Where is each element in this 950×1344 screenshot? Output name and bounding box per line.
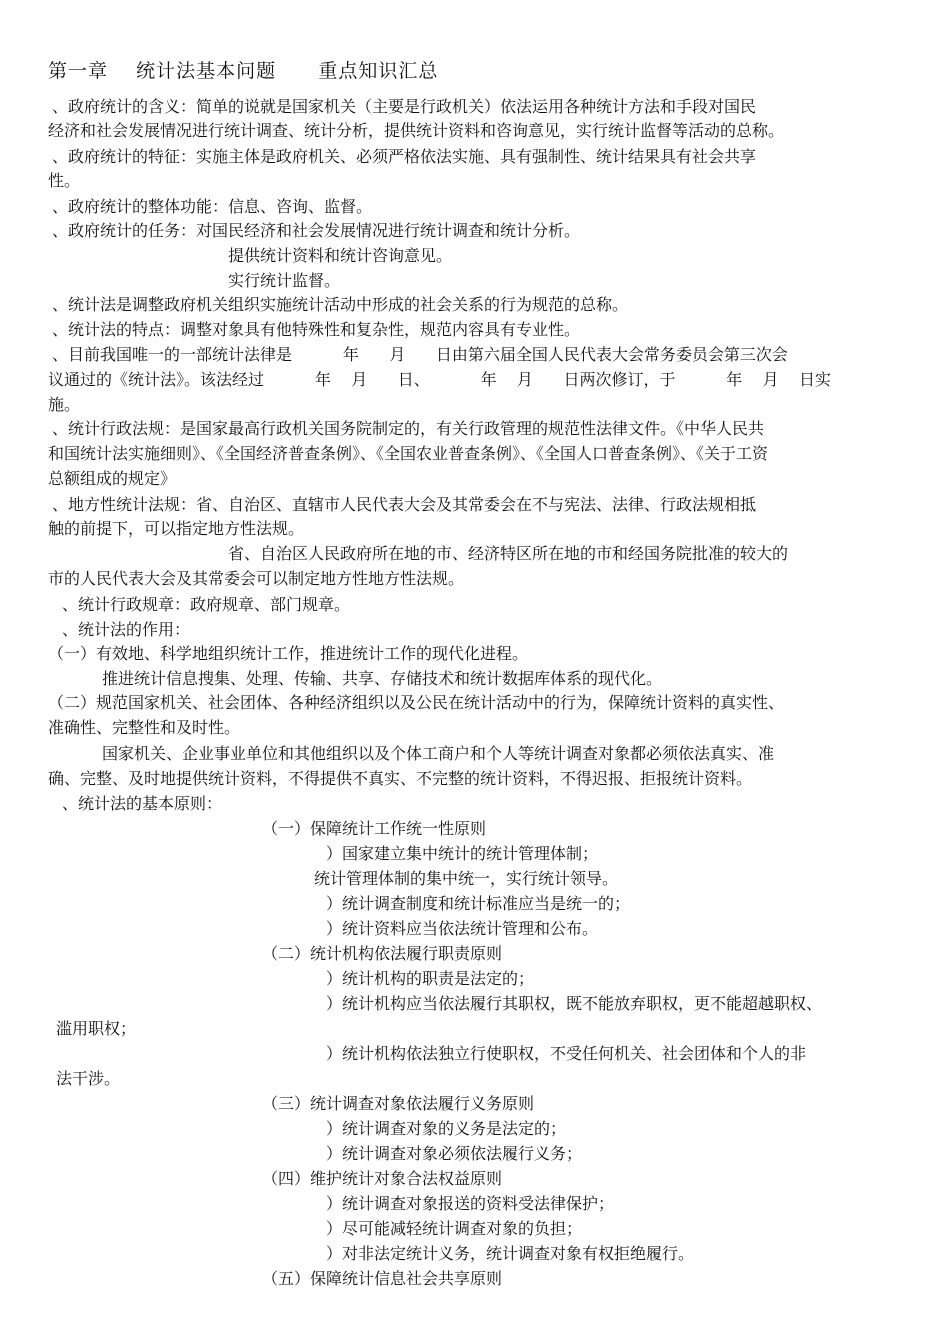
text-line: 触的前提下，可以指定地方性法规。 [48, 519, 305, 538]
text-line: ）国家建立集中统计的统计管理体制； [326, 844, 599, 863]
text-line: 、统计行政规章：政府规章、部门规章。 [62, 595, 351, 614]
text-line: 法干涉。 [56, 1069, 121, 1088]
text-line: 实行统计监督。 [228, 271, 341, 290]
text-line: 、统计法的基本原则： [62, 794, 223, 813]
text-line: ）统计机构应当依法履行其职权，既不能放弃职权，更不能超越职权、 [326, 994, 823, 1013]
text-line: 推进统计信息搜集、处理、传输、共享、存储技术和统计数据库体系的现代化。 [102, 669, 663, 688]
text-line: 、统计法是调整政府机关组织实施统计活动中形成的社会关系的行为规范的总称。 [52, 295, 629, 314]
text-line: 施。 [48, 395, 81, 414]
text-line: 省、自治区人民政府所在地的市、经济特区所在地的市和经国务院批准的较大的 [228, 544, 789, 563]
text-line: 性。 [48, 171, 81, 190]
text-line: （三）统计调查对象依法履行义务原则 [262, 1094, 535, 1113]
text-line: 和国统计法实施细则》、《全国经济普查条例》、《全国农业普查条例》、《全国人口普查条例》、《关于工资 [48, 444, 769, 463]
text-line: 、政府统计的含义：简单的说就是国家机关（主要是行政机关）依法运用各种统计方法和手段对国民 [52, 97, 757, 116]
text-line: 、政府统计的特征：实施主体是政府机关、必须严格依法实施、具有强制性、统计结果具有社会共享 [52, 147, 757, 166]
text-line: （四）维护统计对象合法权益原则 [262, 1169, 503, 1188]
text-line: 、政府统计的任务：对国民经济和社会发展情况进行统计调查和统计分析。 [52, 221, 581, 240]
text-line: 确、完整、及时地提供统计资料，不得提供不真实、不完整的统计资料，不得迟报、拒报统计资料。 [48, 769, 753, 788]
chapter-title: 第一章 统计法基本问题 重点知识汇总 [48, 60, 439, 82]
text-line: ）统计机构的职责是法定的； [326, 969, 535, 988]
text-line: ）统计调查对象必须依法履行义务； [326, 1144, 583, 1163]
text-line: （二）统计机构依法履行职责原则 [262, 944, 503, 963]
text-line: ）统计调查对象的义务是法定的； [326, 1119, 567, 1138]
text-line: ）统计资料应当依法统计管理和公布。 [326, 919, 599, 938]
text-line: 国家机关、企业事业单位和其他组织以及个体工商户和个人等统计调查对象都必须依法真实、准 [102, 744, 775, 763]
text-line: 市的人民代表大会及其常委会可以制定地方性地方性法规。 [48, 569, 465, 588]
text-line: 准确性、完整性和及时性。 [48, 718, 241, 737]
text-line: 、目前我国唯一的一部统计法律是 年 月 日由第六届全国人民代表大会常务委员会第三次会 [52, 345, 788, 364]
text-line: ）尽可能减轻统计调查对象的负担； [326, 1219, 583, 1238]
text-line: 、统计法的作用： [62, 620, 191, 639]
text-line: 经济和社会发展情况进行统计调查、统计分析，提供统计资料和咨询意见，实行统计监督等活动的总称。 [48, 121, 785, 140]
text-line: 议通过的《统计法》。该法经过 年 月 日、 年 月 日两次修订，于 年 月 日实 [48, 370, 831, 389]
text-line: ）统计调查制度和统计标准应当是统一的； [326, 894, 631, 913]
text-line: 滥用职权； [56, 1019, 137, 1038]
text-line: 提供统计资料和统计咨询意见。 [228, 246, 453, 265]
text-line: 总额组成的规定》 [48, 469, 177, 488]
text-line: 、政府统计的整体功能：信息、咨询、监督。 [52, 197, 373, 216]
text-line: （一）保障统计工作统一性原则 [262, 819, 487, 838]
text-line: （五）保障统计信息社会共享原则 [262, 1269, 503, 1288]
text-line: 、地方性统计法规：省、自治区、直辖市人民代表大会及其常委会在不与宪法、法律、行政法规相抵 [52, 495, 757, 514]
text-line: 统计管理体制的集中统一，实行统计领导。 [314, 869, 619, 888]
text-line: ）统计调查对象报送的资料受法律保护； [326, 1194, 615, 1213]
text-line: 、统计法的特点：调整对象具有他特殊性和复杂性，规范内容具有专业性。 [52, 320, 581, 339]
text-line: （二）规范国家机关、社会团体、各种经济组织以及公民在统计活动中的行为，保障统计资料的真实性、 [48, 693, 785, 712]
text-line: ）统计机构依法独立行使职权，不受任何机关、社会团体和个人的非 [326, 1044, 807, 1063]
text-line: （一）有效地、科学地组织统计工作，推进统计工作的现代化进程。 [48, 644, 529, 663]
text-line: 、统计行政法规：是国家最高行政机关国务院制定的，有关行政管理的规范性法律文件。《中华人民共 [52, 419, 765, 438]
text-line: ）对非法定统计义务，统计调查对象有权拒绝履行。 [326, 1244, 695, 1263]
